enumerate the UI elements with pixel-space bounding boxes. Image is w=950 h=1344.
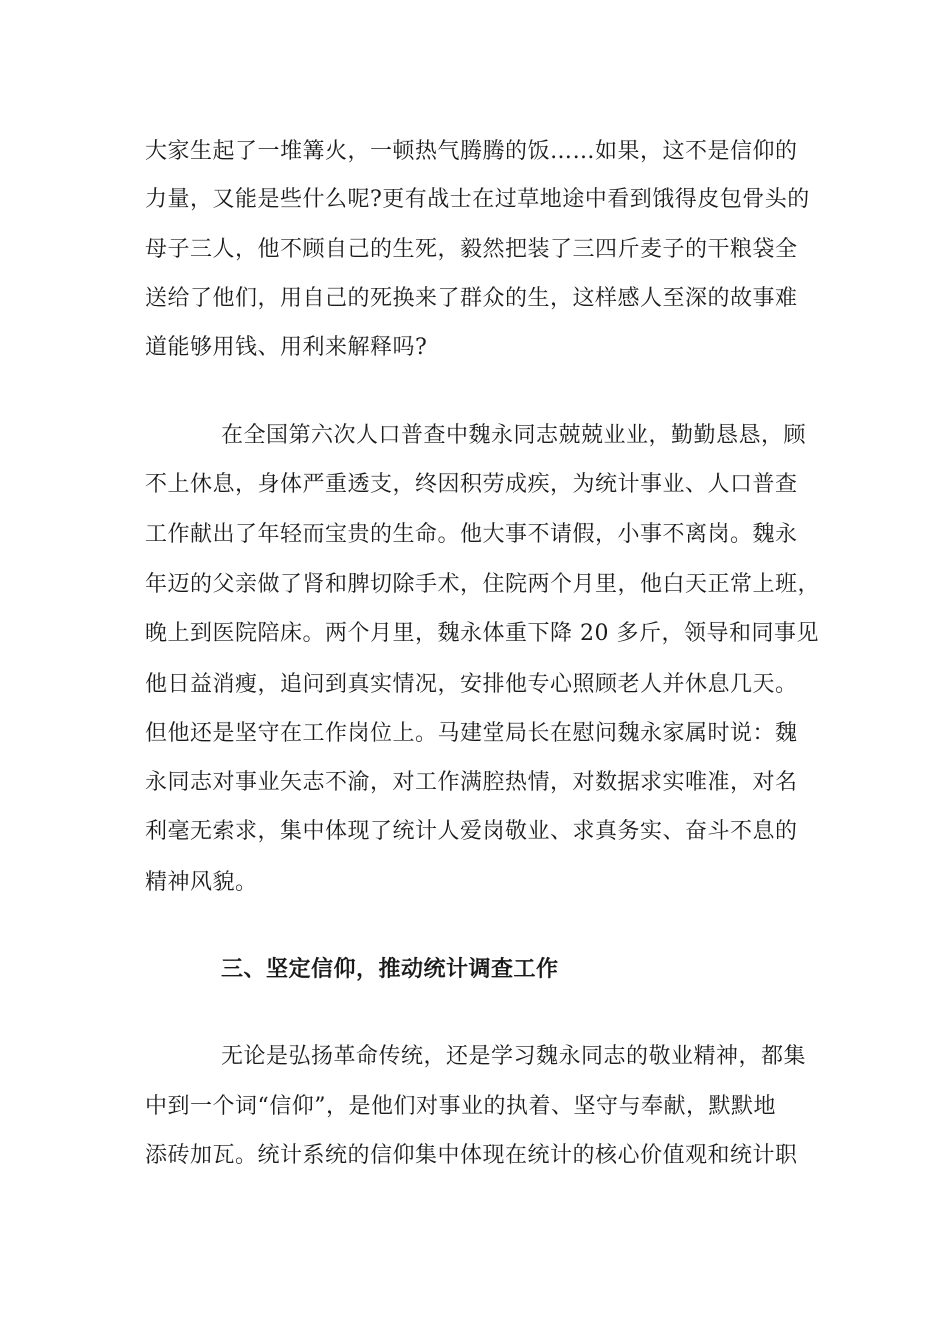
- text-line: 无论是弘扬革命传统，还是学习魏永同志的敬业精神，都集: [221, 1044, 807, 1069]
- text-line: 大家生起了一堆篝火，一顿热气腾腾的饭……如果，这不是信仰的: [145, 139, 798, 164]
- text-line: 晚上到医院陪床。两个月里，魏永体重下降 20 多斤，领导和同事见: [145, 621, 819, 646]
- text-line: 不上休息，身体严重透支，终因积劳成疾，为统计事业、人口普查: [145, 472, 798, 497]
- text-line: 送给了他们，用自己的死换来了群众的生，这样感人至深的故事难: [145, 286, 798, 311]
- text-line: 母子三人，他不顾自己的生死，毅然把装了三四斤麦子的干粮袋全: [145, 237, 798, 262]
- text-line: 永同志对事业矢志不渝，对工作满腔热情，对数据求实唯准，对名: [145, 770, 798, 795]
- section-heading: 三、坚定信仰，推动统计调查工作: [221, 957, 559, 982]
- text-line: 中到一个词“信仰”，是他们对事业的执着、坚守与奉献，默默地: [145, 1094, 776, 1119]
- text-line: 工作献出了年轻而宝贵的生命。他大事不请假，小事不离岗。魏永: [145, 522, 798, 547]
- text-line: 道能够用钱、用利来解释吗?: [145, 335, 428, 360]
- text-line: 利毫无索求，集中体现了统计人爱岗敬业、求真务实、奋斗不息的: [145, 819, 798, 844]
- text-line: 他日益消瘦，追问到真实情况，安排他专心照顾老人并休息几天。: [145, 672, 798, 697]
- text-line: 在全国第六次人口普查中魏永同志兢兢业业，勤勤恳恳，顾: [221, 423, 807, 448]
- text-line: 添砖加瓦。统计系统的信仰集中体现在统计的核心价值观和统计职: [145, 1143, 798, 1168]
- text-line: 精神风貌。: [145, 870, 258, 895]
- text-line: 年迈的父亲做了肾和脾切除手术，住院两个月里，他白天正常上班，: [145, 572, 821, 597]
- text-line: 但他还是坚守在工作岗位上。马建堂局长在慰问魏永家属时说：魏: [145, 721, 798, 746]
- text-line: 力量，又能是些什么呢?更有战士在过草地途中看到饿得皮包骨头的: [145, 187, 810, 212]
